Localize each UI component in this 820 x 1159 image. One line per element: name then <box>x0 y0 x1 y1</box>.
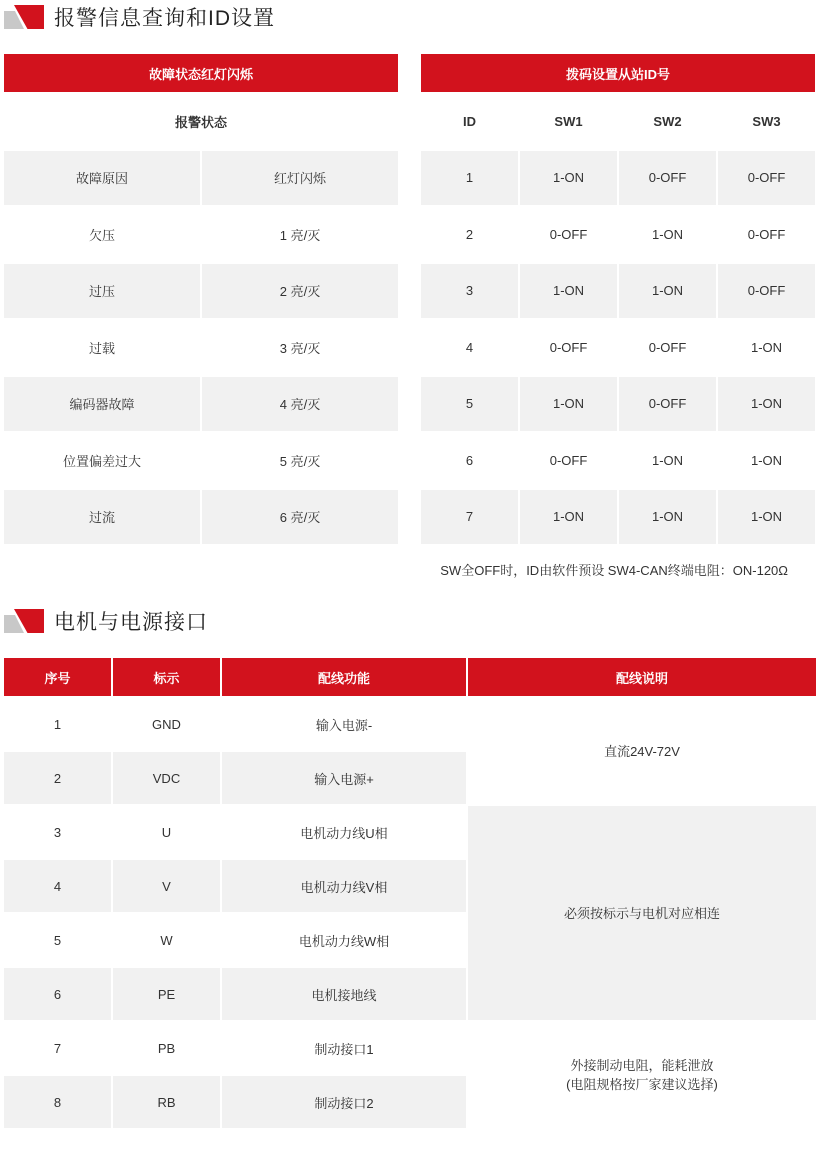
sw1-value: 1-ON <box>520 151 617 206</box>
id-value: 7 <box>421 490 518 545</box>
wiring-table <box>2 656 818 1130</box>
pin-mark: U <box>113 806 220 858</box>
id-value: 4 <box>421 320 518 375</box>
id-value: 6 <box>421 433 518 488</box>
pin-mark: GND <box>113 698 220 750</box>
desc-motor: 必须按标示与电机对应相连 <box>468 806 816 1020</box>
table-row <box>421 490 815 545</box>
table-row <box>421 320 815 375</box>
sw2-value: 1-ON <box>619 264 716 319</box>
column-header-id: ID <box>421 94 518 149</box>
column-label-cause: 故障原因 <box>4 151 200 206</box>
column-header-func: 配线功能 <box>222 658 466 696</box>
pin-number: 5 <box>4 914 111 966</box>
section-marker-icon <box>4 5 46 29</box>
table-row <box>4 264 398 319</box>
fault-cause: 欠压 <box>4 207 200 262</box>
table-row <box>421 264 815 319</box>
blink-count: 1 亮/灭 <box>202 207 398 262</box>
sw3-value: 0-OFF <box>718 151 815 206</box>
desc-brake-line2: (电阻规格按厂家建议选择) <box>566 1077 718 1092</box>
blink-count: 5 亮/灭 <box>202 433 398 488</box>
alarm-status-table <box>2 52 400 546</box>
table-row <box>421 151 815 206</box>
sw3-value: 0-OFF <box>718 264 815 319</box>
fault-cause: 编码器故障 <box>4 377 200 432</box>
sw1-value: 0-OFF <box>520 207 617 262</box>
pin-mark: V <box>113 860 220 912</box>
section-header-alarm <box>4 2 275 32</box>
section-title-motor-power: 电机与电源接口 <box>54 611 208 634</box>
pin-function: 输入电源- <box>222 698 466 750</box>
column-header-mark: 标示 <box>113 658 220 696</box>
desc-brake-line1: 外接制动电阻，能耗泄放 <box>570 1058 714 1073</box>
table-row <box>4 207 398 262</box>
column-label-blink: 红灯闪烁 <box>202 151 398 206</box>
blink-count: 2 亮/灭 <box>202 264 398 319</box>
sw1-value: 1-ON <box>520 264 617 319</box>
pin-function: 电机动力线U相 <box>222 806 466 858</box>
pin-mark: W <box>113 914 220 966</box>
sw2-value: 1-ON <box>619 490 716 545</box>
fault-cause: 过压 <box>4 264 200 319</box>
pin-number: 6 <box>4 968 111 1020</box>
table-row <box>4 377 398 432</box>
sw2-value: 1-ON <box>619 207 716 262</box>
sw2-value: 1-ON <box>619 433 716 488</box>
column-header-sw3: SW3 <box>718 94 815 149</box>
sw3-value: 0-OFF <box>718 207 815 262</box>
table-row <box>4 320 398 375</box>
table-row <box>4 490 398 545</box>
sw2-value: 0-OFF <box>619 320 716 375</box>
table-row <box>421 377 815 432</box>
pin-function: 电机动力线W相 <box>222 914 466 966</box>
section-title-alarm: 报警信息查询和ID设置 <box>54 7 275 30</box>
column-header-sw1: SW1 <box>520 94 617 149</box>
sw1-value: 0-OFF <box>520 320 617 375</box>
desc-power: 直流24V-72V <box>468 698 816 804</box>
blink-count: 4 亮/灭 <box>202 377 398 432</box>
dip-switch-id-table <box>419 52 817 546</box>
pin-number: 7 <box>4 1022 111 1074</box>
fault-cause: 位置偏差过大 <box>4 433 200 488</box>
fault-cause: 过流 <box>4 490 200 545</box>
sw3-value: 1-ON <box>718 320 815 375</box>
sw1-value: 1-ON <box>520 377 617 432</box>
column-header-sw2: SW2 <box>619 94 716 149</box>
pin-number: 1 <box>4 698 111 750</box>
column-header-desc: 配线说明 <box>468 658 816 696</box>
column-header-no: 序号 <box>4 658 111 696</box>
table-row <box>421 433 815 488</box>
sw2-value: 0-OFF <box>619 377 716 432</box>
alarm-table-header: 故障状态红灯闪烁 <box>4 54 398 92</box>
desc-brake <box>468 1022 816 1128</box>
table-row <box>421 207 815 262</box>
pin-number: 2 <box>4 752 111 804</box>
dip-switch-note: SW全OFF时，ID由软件预设 SW4-CAN终端电阻：ON-120Ω <box>440 563 788 578</box>
pin-mark: VDC <box>113 752 220 804</box>
id-value: 2 <box>421 207 518 262</box>
sw3-value: 1-ON <box>718 433 815 488</box>
table-row <box>4 806 816 858</box>
pin-mark: PB <box>113 1022 220 1074</box>
pin-function: 电机动力线V相 <box>222 860 466 912</box>
pin-function: 制动接口2 <box>222 1076 466 1128</box>
pin-function: 输入电源+ <box>222 752 466 804</box>
blink-count: 6 亮/灭 <box>202 490 398 545</box>
dip-table-header: 拨码设置从站ID号 <box>421 54 815 92</box>
section-marker-icon <box>4 609 46 633</box>
id-value: 1 <box>421 151 518 206</box>
fault-cause: 过载 <box>4 320 200 375</box>
table-row <box>4 698 816 750</box>
alarm-table-subheader: 报警状态 <box>4 94 398 149</box>
table-row <box>4 1022 816 1074</box>
id-value: 3 <box>421 264 518 319</box>
pin-number: 8 <box>4 1076 111 1128</box>
pin-function: 制动接口1 <box>222 1022 466 1074</box>
pin-number: 3 <box>4 806 111 858</box>
sw3-value: 1-ON <box>718 377 815 432</box>
pin-mark: PE <box>113 968 220 1020</box>
section-header-motor-power <box>4 606 208 636</box>
id-value: 5 <box>421 377 518 432</box>
sw1-value: 0-OFF <box>520 433 617 488</box>
sw3-value: 1-ON <box>718 490 815 545</box>
table-row <box>4 433 398 488</box>
pin-number: 4 <box>4 860 111 912</box>
pin-function: 电机接地线 <box>222 968 466 1020</box>
blink-count: 3 亮/灭 <box>202 320 398 375</box>
sw1-value: 1-ON <box>520 490 617 545</box>
table-row <box>4 151 398 206</box>
pin-mark: RB <box>113 1076 220 1128</box>
sw2-value: 0-OFF <box>619 151 716 206</box>
